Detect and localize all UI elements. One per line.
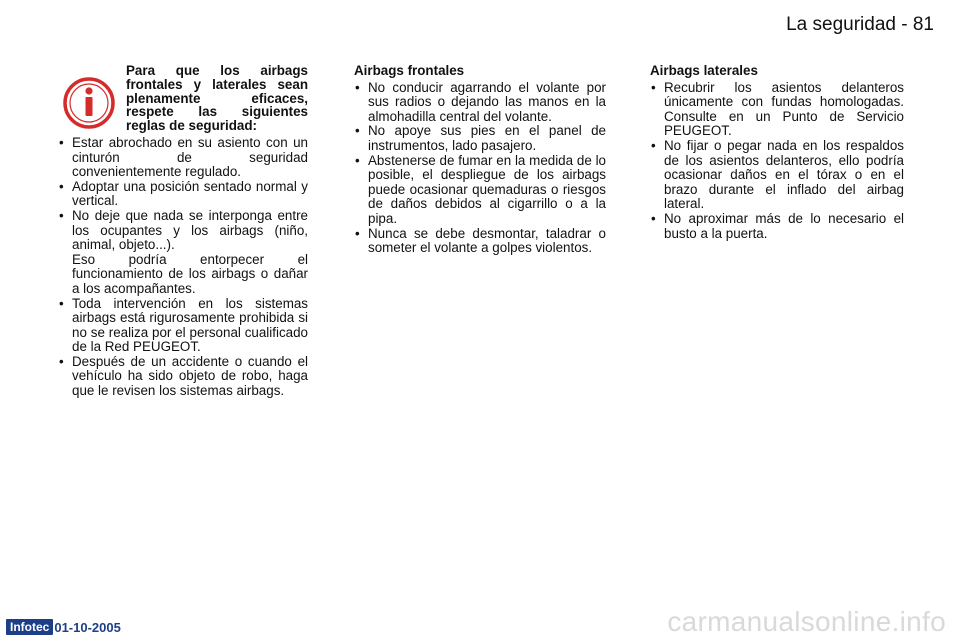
footer <box>6 619 121 635</box>
list-item: • Recubrir los asientos delanteros únicamente con fundas homologadas. Consulte en un Punto de Servicio PEUGEOT. <box>650 81 904 139</box>
list-item: • Toda intervención en los sistemas airbags está rigurosamente prohibida si no se realiza por el personal cualificado de la Red PEUGEOT. <box>58 297 308 355</box>
list-item-note: Eso podría entorpecer el funcionamiento de los airbags o dañar a los acompañantes. <box>72 251 308 296</box>
list-item: • Nunca se debe desmontar, taladrar o someter el volante a golpes violentos. <box>354 227 606 256</box>
footer-date: 01-10-2005 <box>54 619 121 635</box>
side-airbags-column <box>650 64 904 241</box>
list-item: • No conducir agarrando el volante por sus radios o dejando las manos en la almohadilla central del volante. <box>354 81 606 125</box>
watermark: carmanualsonline.info <box>667 606 946 637</box>
front-airbags-list <box>354 81 606 256</box>
list-item: • Después de un accidente o cuando el vehículo ha sido objeto de robo, haga que le revisen los sistemas airbags. <box>58 355 308 399</box>
infotec-badge: Infotec <box>6 619 53 635</box>
list-item: • Estar abrochado en su asiento con un cinturón de seguridad convenientemente regulado. <box>58 136 308 180</box>
list-item-text: No deje que nada se interponga entre los ocupantes y los airbags (niño, animal, objeto...). <box>72 207 308 253</box>
list-item <box>58 209 308 297</box>
list-item: • No fijar o pegar nada en los respaldos de los asientos delanteros, ello podría ocasionar daños en el tórax o en el brazo durante el inflado del airbag lateral. <box>650 139 904 212</box>
section-heading: Airbags laterales <box>650 63 758 78</box>
list-item: • Adoptar una posición sentado normal y vertical. <box>58 180 308 209</box>
section-heading: Airbags frontales <box>354 63 465 78</box>
warning-text: Para que los airbags frontales y laterales sean plenamente eficaces, respete las siguientes reglas de seguridad: <box>126 63 308 134</box>
list-item: • Abstenerse de fumar en la medida de lo posible, el despliegue de los airbags puede ocasionar quemaduras o riesgos de daños debidos al cigarrillo o a la pipa. <box>354 154 606 227</box>
page-title: La seguridad - 81 <box>786 14 934 35</box>
list-item: • No aproximar más de lo necesario el busto a la puerta. <box>650 212 904 241</box>
info-warning-icon <box>62 76 116 130</box>
side-airbags-list <box>650 81 904 242</box>
safety-rules-column <box>58 64 308 399</box>
safety-rules-list <box>58 136 308 399</box>
list-item: • No apoye sus pies en el panel de instrumentos, lado pasajero. <box>354 124 606 153</box>
warning-block <box>58 64 308 133</box>
front-airbags-column <box>354 64 606 256</box>
